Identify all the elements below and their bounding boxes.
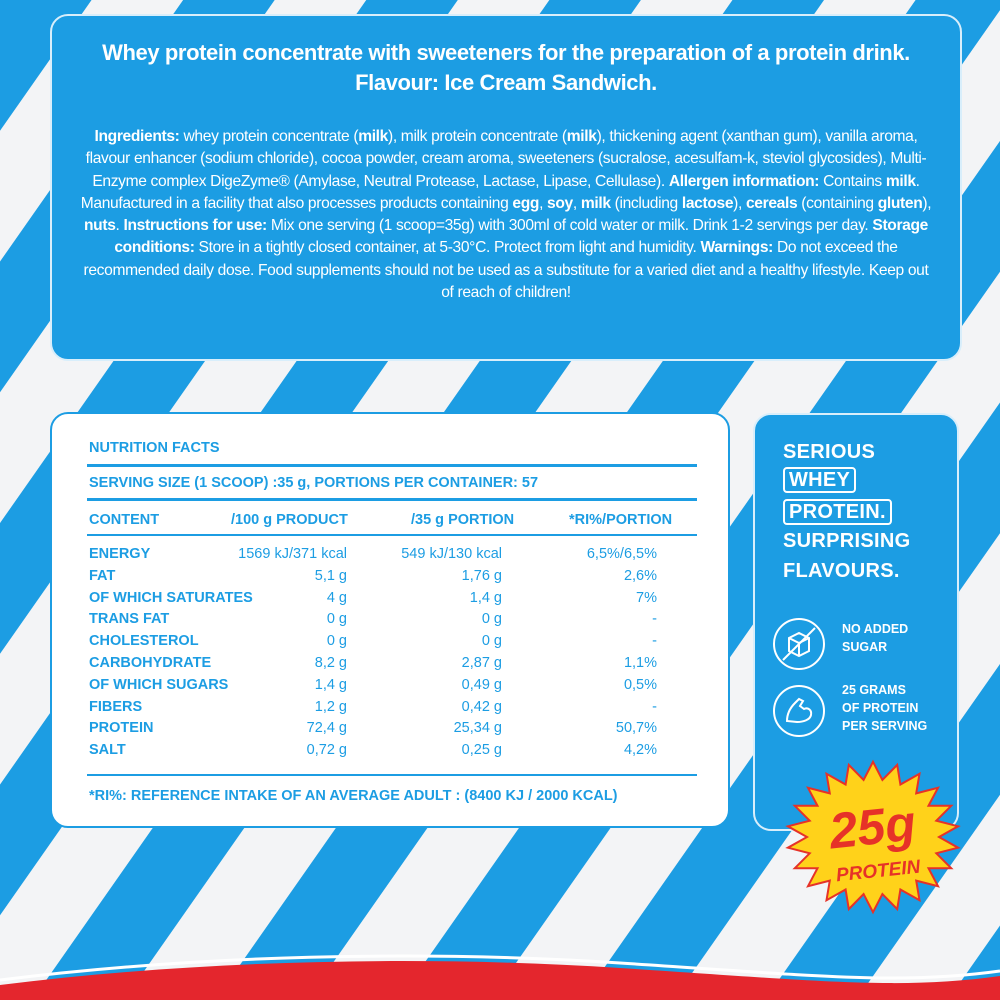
nutrition-facts-panel: [50, 412, 730, 828]
nutrient-value: 0,72 g: [306, 742, 347, 759]
nutrient-value: 1,4 g: [469, 589, 502, 606]
nutrient-value: 0 g: [326, 633, 347, 650]
nutrient-value: 72,4 g: [306, 720, 347, 737]
table-row: [89, 568, 697, 590]
claim-serious: SERIOUS: [783, 441, 876, 463]
divider: [87, 774, 697, 776]
nutrient-value: 2,6%: [623, 567, 657, 584]
nutrient-name: OF WHICH SUGARS: [89, 676, 229, 693]
nutrient-value: 4 g: [326, 589, 347, 606]
nutrient-value: 25,34 g: [453, 720, 502, 737]
col-per-portion: /35 g PORTION: [411, 512, 515, 528]
table-row: [89, 699, 697, 721]
nutrient-value: 0,25 g: [461, 742, 502, 759]
table-row: [89, 742, 697, 764]
nutrient-name: CHOLESTEROL: [89, 633, 199, 650]
divider: [87, 498, 697, 501]
badge-small-text: PROTEIN: [835, 856, 922, 887]
ingredients-panel: [50, 14, 962, 361]
nutrient-value: 1569 kJ/371 kcal: [238, 546, 347, 562]
serving-size: SERVING SIZE (1 SCOOP) :35 g, PORTIONS PER CONTAINER: 57: [89, 475, 539, 491]
nutrient-value: 0 g: [481, 611, 502, 628]
nutrient-value: -: [652, 633, 657, 650]
nutrient-value: 1,4 g: [314, 676, 347, 693]
nutrient-value: 0,5%: [623, 676, 657, 693]
nutrient-name: OF WHICH SATURATES: [89, 589, 253, 606]
nutrient-value: 0 g: [481, 633, 502, 650]
table-row: [89, 720, 697, 742]
nutrient-name: TRANS FAT: [89, 611, 170, 628]
nutrient-value: -: [652, 611, 657, 628]
nutrient-value: 7%: [636, 589, 657, 606]
table-row: [89, 590, 697, 612]
nutrition-title: NUTRITION FACTS: [89, 440, 220, 456]
nutrient-name: CARBOHYDRATE: [89, 655, 212, 671]
col-content: CONTENT: [89, 512, 160, 528]
footnote: *RI%: REFERENCE INTAKE OF AN AVERAGE ADULT : (8400 KJ / 2000 KCAL): [89, 788, 618, 804]
ingredients-text: Ingredients: whey protein concentrate (milk), milk protein concentrate (milk), thickening agent (xanthan gum), vanilla aroma, flavour enhancer (sodium chloride), cocoa powder, cream aroma, sweeteners (sucralose, acesulfam-k, steviol glycosides), Multi-Enzyme complex DigeZyme® (Amylase, Neutral Protease, Lactase, Lipase, Cellulase). Allergen information: Contains milk. Manufactured in a facility that also processes products containing egg, soy, milk (including lactose), cereals (containing gluten), nuts. Instructions for use: Mix one serving (1 scoop=35g) with 300ml of cold water or milk. Drink 1-2 servings per day. Storage conditions: Store in a tightly closed container, at 5-30°C. Protect from light and humidity. Warnings: Do not exceed the recommended daily dose. Food supplements should not be used as a substitute for a varied diet and a healthy lifestyle. Keep out of reach of children!: [80, 128, 932, 302]
claim-surprising: SURPRISING: [783, 530, 911, 552]
divider: [87, 534, 697, 536]
nutrient-value: 5,1 g: [314, 567, 347, 584]
nutrient-value: 549 kJ/130 kcal: [401, 546, 502, 562]
feature-protein: 25 GRAMS OF PROTEIN PER SERVING: [842, 683, 928, 733]
nutrient-value: -: [652, 698, 657, 715]
nutrient-name: ENERGY: [89, 546, 151, 562]
table-row: [89, 611, 697, 633]
claim-protein: PROTEIN.: [783, 499, 892, 525]
claim-flavours: FLAVOURS.: [783, 560, 900, 582]
table-row: [89, 677, 697, 699]
nutrient-value: 0,42 g: [461, 698, 502, 715]
nutrient-value: 1,2 g: [314, 698, 347, 715]
table-row: [89, 546, 697, 568]
nutrient-value: 8,2 g: [314, 655, 347, 671]
nutrient-name: FIBERS: [89, 698, 143, 715]
nutrient-value: 50,7%: [615, 720, 657, 737]
feature-no-sugar: NO ADDED SUGAR: [842, 622, 909, 654]
badge-big-text: 25g: [826, 794, 919, 860]
nutrient-value: 4,2%: [623, 742, 657, 759]
nutrient-value: 0,49 g: [461, 676, 502, 693]
nutrient-name: SALT: [89, 742, 126, 759]
starburst-badge: [770, 752, 975, 922]
claim-whey: WHEY: [783, 467, 856, 493]
nutrient-value: 2,87 g: [461, 655, 502, 671]
col-ri: *RI%/PORTION: [569, 512, 673, 528]
nutrient-value: 0 g: [326, 611, 347, 628]
flexed-arm-icon: [773, 685, 825, 737]
col-per-100g: /100 g PRODUCT: [231, 512, 348, 528]
nutrient-name: FAT: [89, 567, 116, 584]
nutrient-name: PROTEIN: [89, 720, 154, 737]
nutrient-value: 1,1%: [623, 655, 657, 671]
table-row: [89, 633, 697, 655]
product-description: Whey protein concentrate with sweeteners for the preparation of a protein drink. Flavour: Ice Cream Sandwich.: [102, 40, 910, 95]
table-row: [89, 655, 697, 677]
table-header: [89, 512, 697, 534]
nutrient-value: 6,5%/6,5%: [586, 546, 657, 562]
nutrient-value: 1,76 g: [461, 567, 502, 584]
no-sugar-cube-icon: [773, 618, 825, 670]
divider: [87, 464, 697, 467]
